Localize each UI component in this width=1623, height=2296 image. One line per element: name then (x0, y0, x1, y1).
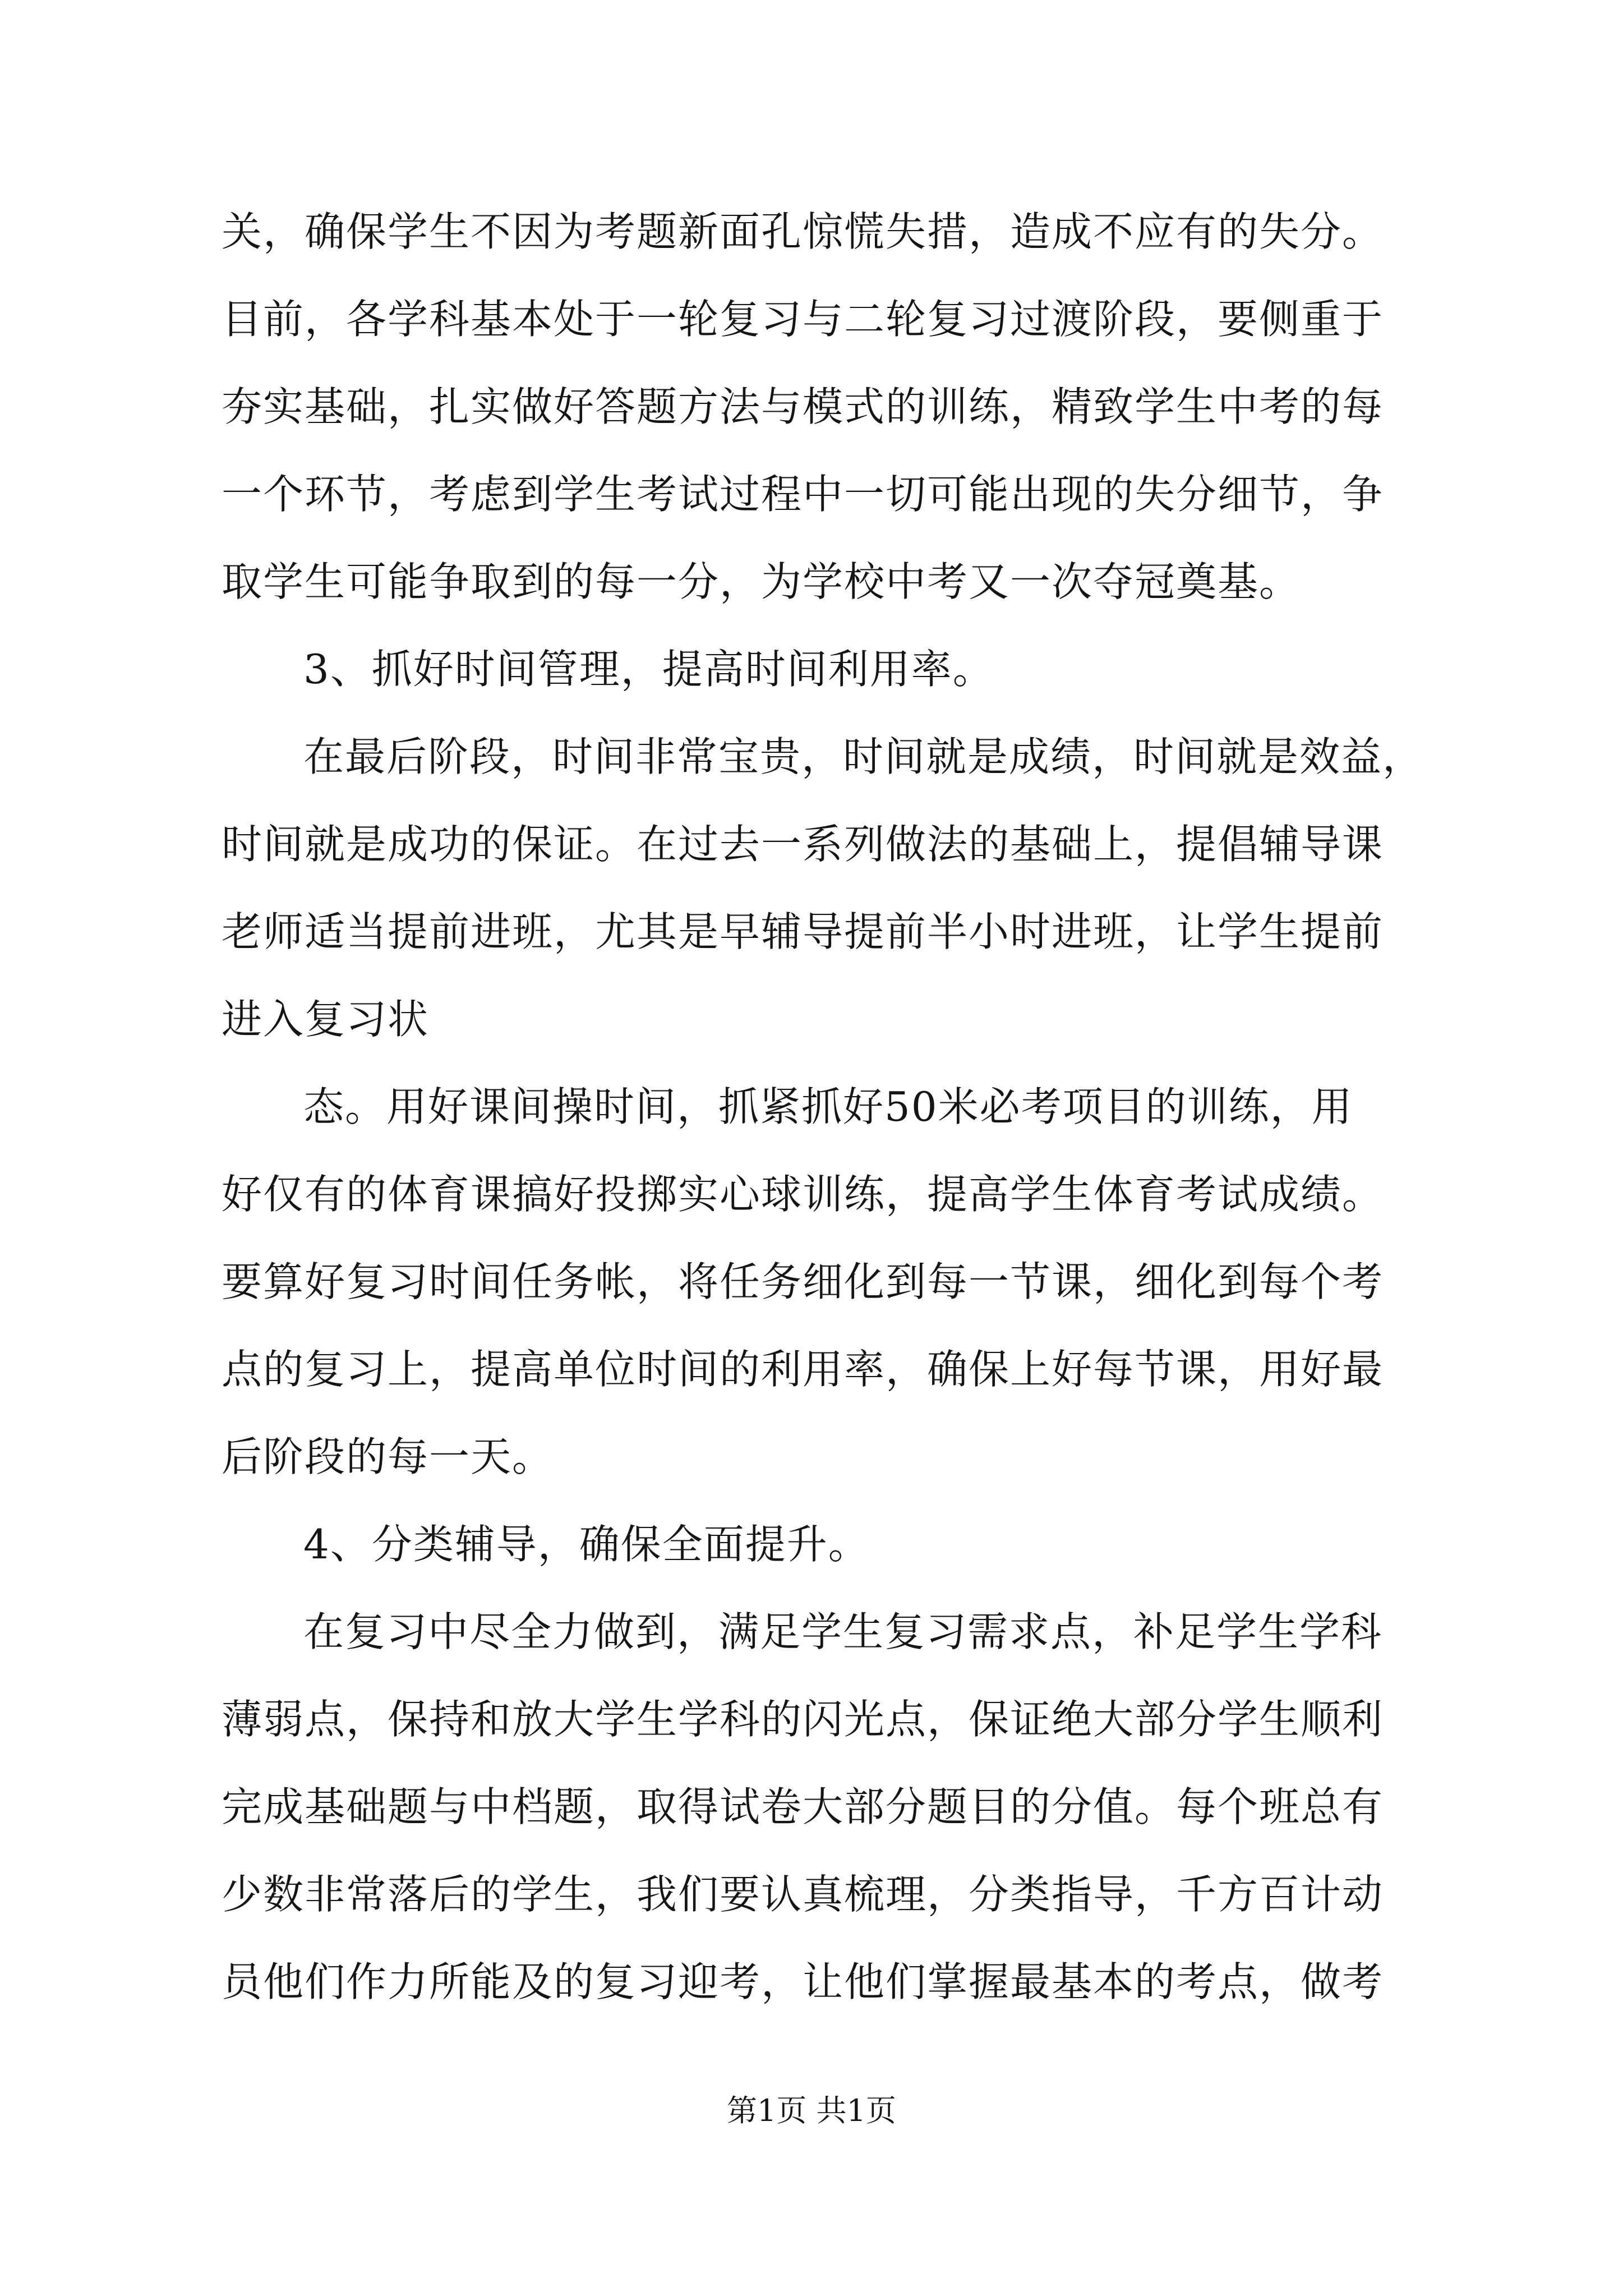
page-footer: 第1页 共1页 (727, 2093, 896, 2128)
text-line: 态。用好课间操时间，抓紧抓好50米必考项目的训练，用 (303, 1083, 1353, 1130)
text-line: 少数非常落后的学生，我们要认真梳理，分类指导，千方百计动 (222, 1871, 1384, 1918)
section-heading: 4、分类辅导，确保全面提升。 (303, 1521, 870, 1568)
text-line: 夯实基础，扎实做好答题方法与模式的训练，精致学生中考的每 (222, 383, 1384, 430)
text-line: 后阶段的每一天。 (222, 1433, 554, 1480)
text-line: 时间就是成功的保证。在过去一系列做法的基础上，提倡辅导课 (222, 821, 1384, 868)
document-body (222, 188, 1422, 2026)
text-line: 关，确保学生不因为考题新面孔惊慌失措，造成不应有的失分。 (222, 208, 1384, 255)
section-heading: 3、抓好时间管理，提高时间利用率。 (303, 646, 994, 693)
text-line: 取学生可能争取到的每一分，为学校中考又一次夺冠奠基。 (222, 558, 1301, 605)
text-line: 好仅有的体育课搞好投掷实心球训练，提高学生体育考试成绩。 (222, 1171, 1384, 1218)
text-line: 进入复习状 (222, 996, 430, 1043)
text-line: 在最后阶段，时间非常宝贵，时间就是成绩，时间就是效益， (303, 733, 1424, 780)
text-line: 在复习中尽全力做到，满足学生复习需求点，补足学生学科 (303, 1608, 1383, 1655)
text-line: 目前，各学科基本处于一轮复习与二轮复习过渡阶段，要侧重于 (222, 296, 1384, 343)
text-line: 要算好复习时间任务帐，将任务细化到每一节课，细化到每个考 (222, 1258, 1384, 1305)
text-line: 点的复习上，提高单位时间的利用率，确保上好每节课，用好最 (222, 1346, 1384, 1393)
text-line: 老师适当提前进班，尤其是早辅导提前半小时进班，让学生提前 (222, 908, 1384, 955)
text-line: 一个环节，考虑到学生考试过程中一切可能出现的失分细节，争 (222, 471, 1384, 518)
text-line: 员他们作力所能及的复习迎考，让他们掌握最基本的考点，做考 (222, 1958, 1384, 2005)
text-line: 完成基础题与中档题，取得试卷大部分题目的分值。每个班总有 (222, 1783, 1384, 1830)
text-line: 薄弱点，保持和放大学生学科的闪光点，保证绝大部分学生顺利 (222, 1696, 1384, 1743)
